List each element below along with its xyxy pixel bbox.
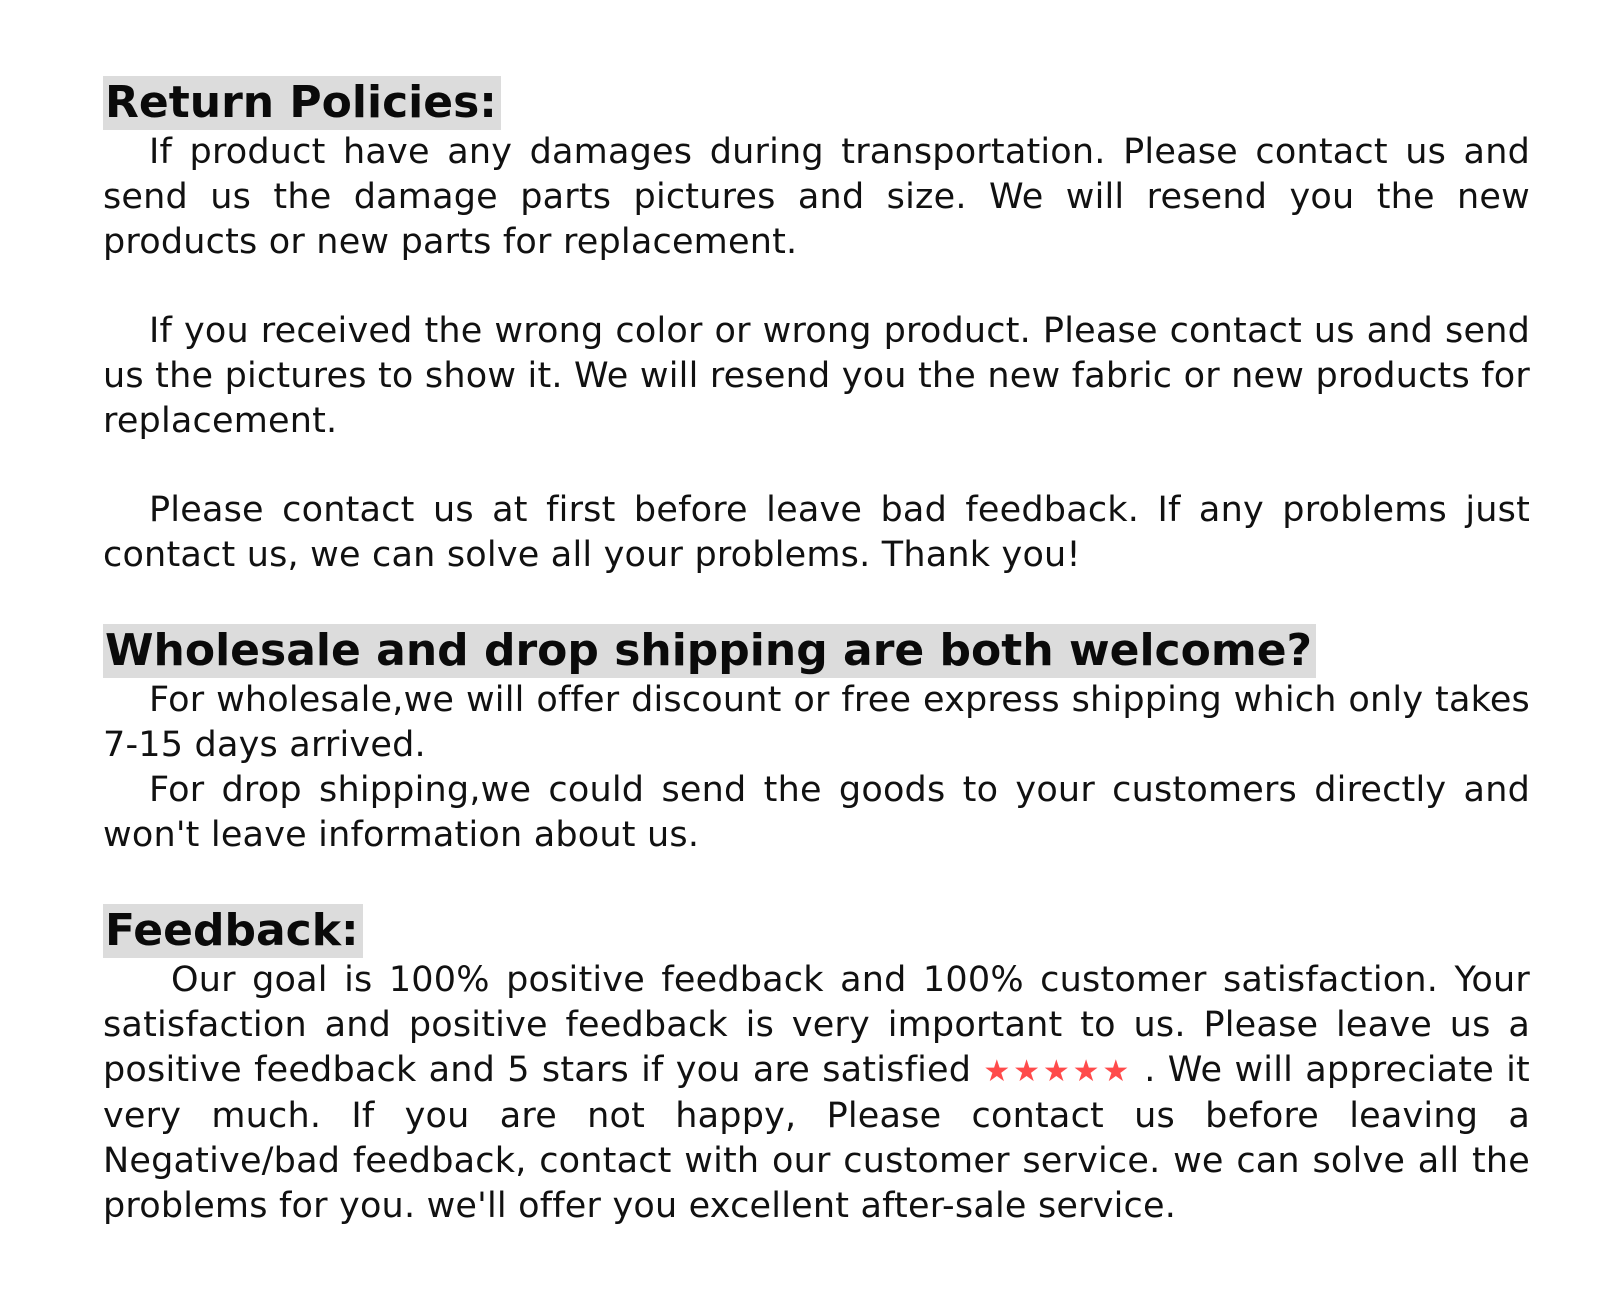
wholesale-paragraph: For wholesale,we will offer discount or free express shipping which only takes 7-15 days arrived. — [103, 680, 1530, 765]
return-policy-damage-paragraph: If product have any damages during transportation. Please contact us and send us the damage parts pictures and size. We will resend you the new products or new parts for replacement. — [103, 132, 1530, 262]
feedback-paragraph — [103, 958, 1530, 1229]
feedback-heading: Feedback: — [103, 904, 363, 958]
policy-document — [103, 76, 1530, 1229]
wholesale-section — [103, 624, 1530, 858]
feedback-text-after-stars: . We will appreciate it very much. If you are not happy, Please contact us before leaving a Negative/bad feedback, contact with our customer service. we can solve all the problems for you. we'll offer you excellent after-sale service. — [103, 1050, 1530, 1226]
drop-shipping-paragraph: For drop shipping,we could send the goods to your customers directly and won't leave information about us. — [103, 770, 1530, 855]
wholesale-heading: Wholesale and drop shipping are both welcome? — [103, 624, 1316, 678]
return-policies-section — [103, 76, 1530, 578]
feedback-section — [103, 904, 1530, 1229]
return-policy-contact-paragraph: Please contact us at first before leave bad feedback. If any problems just contact us, we can solve all your problems. Thank you! — [103, 490, 1530, 575]
return-policy-wrong-item-paragraph: If you received the wrong color or wrong product. Please contact us and send us the pictures to show it. We will resend you the new fabric or new products for replacement. — [103, 311, 1530, 441]
five-star-icon: ★★★★★ — [983, 1054, 1133, 1089]
return-policies-heading: Return Policies: — [103, 76, 501, 130]
feedback-text-before-stars: Our goal is 100% positive feedback and 100% customer satisfaction. Your satisfaction and positive feedback is very important to us. Please leave us a positive feedback and 5 stars if you are satisfied — [103, 960, 1530, 1090]
